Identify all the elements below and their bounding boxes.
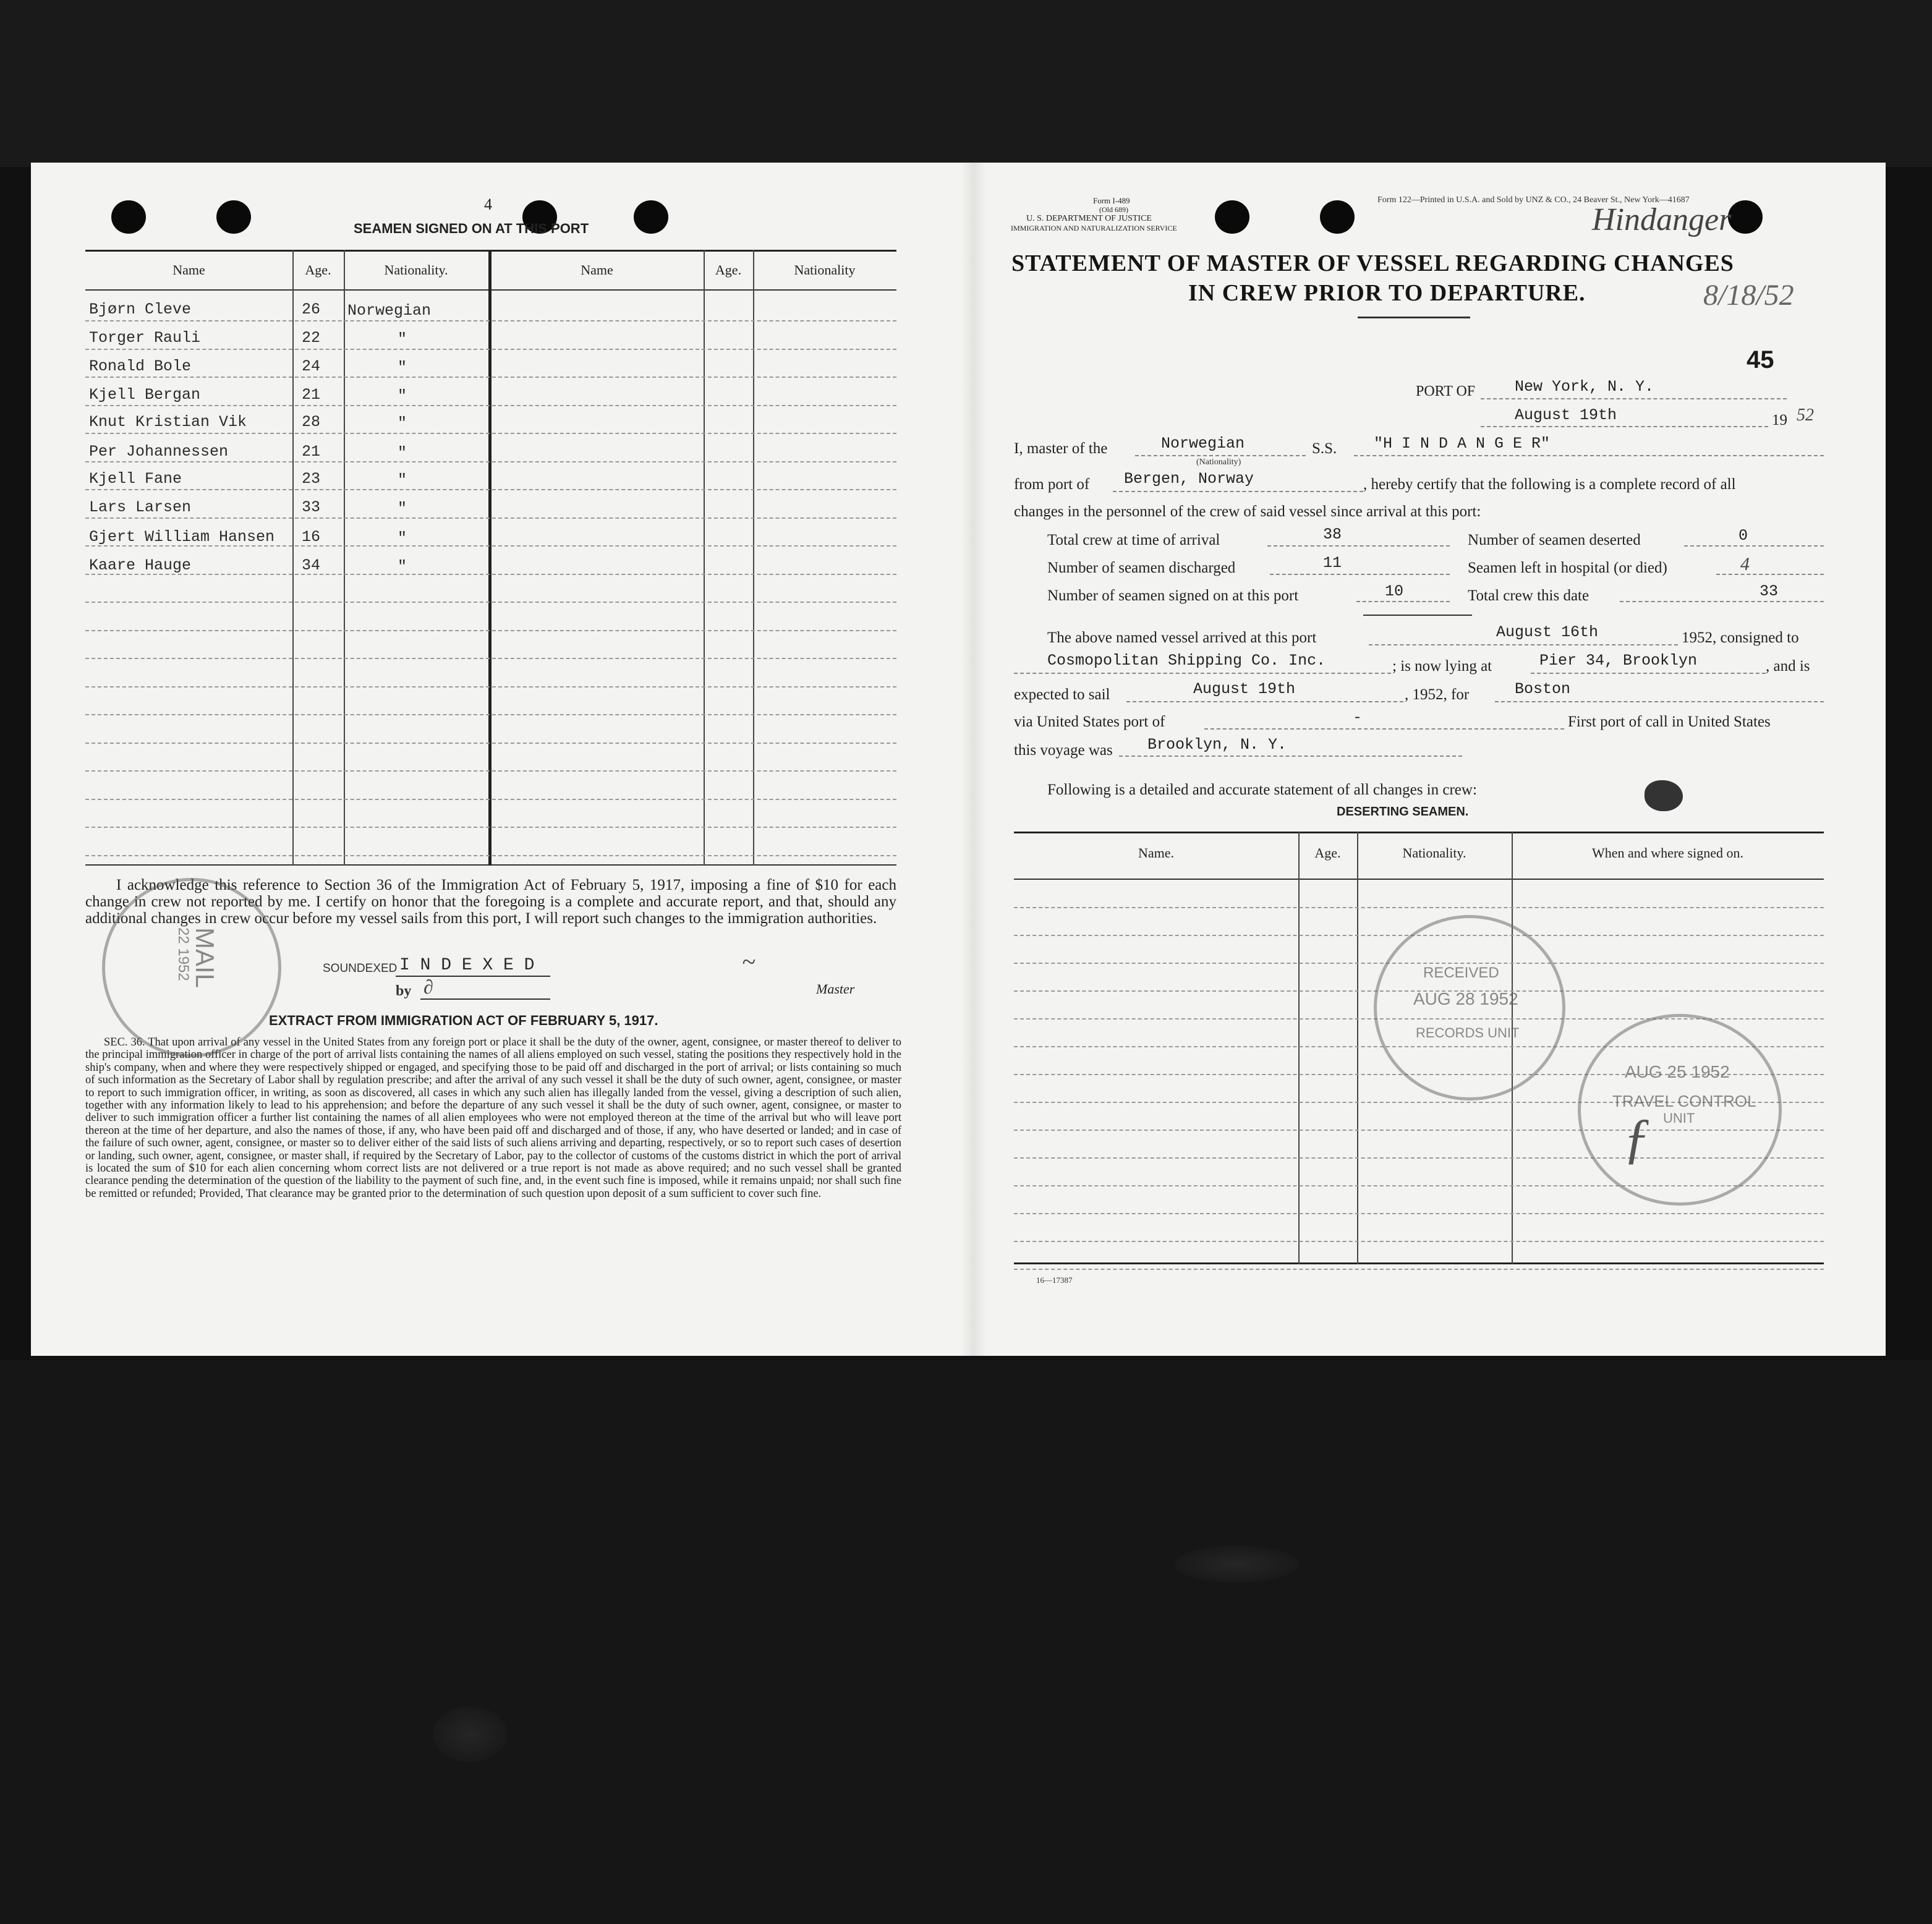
seaman-nationality: " — [398, 558, 407, 576]
column-header: Name — [581, 262, 613, 278]
row-rule — [85, 461, 896, 462]
seaman-name: Kjell Fane — [89, 470, 182, 488]
sheet-number: 45 — [1747, 346, 1774, 373]
seaman-age: 26 — [302, 300, 321, 318]
seamen-signed-table — [85, 250, 896, 866]
travel-control-initials: ƒ — [1623, 1108, 1651, 1169]
indexed-rule — [396, 976, 550, 977]
column-header: Name. — [1138, 845, 1175, 861]
consignee-line — [1014, 673, 1391, 674]
totals-rule — [1363, 615, 1472, 616]
year-prefix: 19 — [1412, 686, 1428, 703]
hospital-value: 4 — [1740, 554, 1750, 574]
discharged-line — [1270, 574, 1450, 575]
seaman-name: Kjell Bergan — [89, 386, 201, 404]
row-rule — [85, 405, 896, 406]
column-header: When and where signed on. — [1592, 845, 1743, 861]
seaman-name: Bjørn Cleve — [89, 300, 192, 318]
scan-scuff — [433, 1706, 507, 1762]
travel-control-text: TRAVEL CONTROL — [1612, 1092, 1756, 1110]
ink-blot — [1645, 780, 1683, 811]
vessel-name: "H I N D A N G E R" — [1374, 435, 1551, 453]
row-rule — [1014, 907, 1824, 908]
via-label: via United States port of — [1014, 713, 1165, 730]
handwritten-date: 8/18/52 — [1703, 279, 1794, 312]
punch-hole — [1215, 200, 1249, 234]
form-old-number: (Old 689) — [1099, 205, 1128, 214]
port-line — [1481, 398, 1787, 399]
consignee-value: Cosmopolitan Shipping Co. Inc. — [1047, 652, 1326, 670]
column-rule — [292, 250, 294, 866]
row-rule — [85, 517, 896, 519]
port-label: PORT OF — [1416, 383, 1476, 399]
seaman-nationality: Norwegian — [347, 302, 432, 320]
column-rule — [488, 250, 492, 866]
signed-on-line — [1356, 601, 1450, 602]
following-text: Following is a detailed and accurate statement of all changes in crew: — [1047, 781, 1477, 798]
column-header: Nationality. — [384, 262, 448, 278]
scan-bottom-border — [0, 1360, 1932, 1924]
form-title-line1: STATEMENT OF MASTER OF VESSEL REGARDING CHANGES — [1011, 250, 1734, 276]
by-rule — [420, 998, 550, 1000]
seaman-name: Knut Kristian Vik — [89, 413, 247, 431]
lying-line — [1531, 673, 1766, 674]
hospital-label: Seamen left in hospital (or died) — [1468, 560, 1667, 576]
seaman-age: 34 — [302, 556, 321, 574]
row-rule — [85, 574, 896, 575]
seaman-age: 33 — [302, 498, 321, 516]
by-label: by — [396, 983, 412, 999]
voyage-value: Brooklyn, N. Y. — [1147, 736, 1287, 754]
nationality-line — [1135, 455, 1306, 456]
column-header: Nationality — [794, 262, 856, 278]
received-stamp-text: RECEIVED — [1423, 964, 1499, 981]
punch-hole — [1728, 200, 1763, 234]
row-rule — [85, 377, 896, 378]
scan-top-border — [0, 0, 1932, 167]
arrived-year — [1682, 629, 1799, 647]
department-name: U. S. DEPARTMENT OF JUSTICE — [1026, 214, 1152, 223]
vessel-line — [1354, 455, 1824, 456]
seaman-nationality: " — [398, 330, 407, 348]
seaman-nationality: " — [398, 359, 407, 377]
discharged-value: 11 — [1323, 554, 1342, 572]
seaman-age: 23 — [302, 470, 321, 488]
and-is-label: , and is — [1766, 658, 1810, 675]
year-value: 52 — [1428, 686, 1444, 703]
seaman-name: Lars Larsen — [89, 498, 192, 516]
discharged-label: Number of seamen discharged — [1047, 560, 1236, 576]
deserting-title: DESERTING SEAMEN. — [1337, 805, 1469, 819]
indexer-initials: ∂ — [423, 976, 433, 998]
column-rule — [1357, 832, 1358, 1264]
row-rule — [85, 799, 896, 800]
seaman-age: 21 — [302, 443, 321, 461]
seaman-age: 24 — [302, 357, 321, 375]
soundexed-stamp: SOUNDEXED — [323, 962, 398, 975]
changes-text: changes in the personnel of the crew of said vessel since arrival at this port: — [1014, 503, 1481, 520]
arrived-value: August 16th — [1496, 623, 1599, 641]
printer-line: Form 122—Printed in U.S.A. and Sold by UNZ & CO., 24 Beaver St., New York—41687 — [1377, 195, 1690, 205]
form-number: Form I-489 — [1093, 196, 1130, 205]
row-rule — [85, 686, 896, 687]
seaman-age: 21 — [302, 386, 321, 404]
master-signature: ~ — [742, 948, 755, 976]
row-rule — [85, 658, 896, 659]
from-port-value: Bergen, Norway — [1124, 470, 1254, 488]
mail-stamp-date: 22 1952 — [175, 927, 192, 981]
seaman-nationality: " — [398, 414, 407, 432]
ss-label: S.S. — [1312, 440, 1337, 457]
consigned-label: , consigned to — [1713, 629, 1799, 646]
travel-unit-text: UNIT — [1663, 1110, 1695, 1126]
page-number: 4 — [484, 195, 492, 213]
extract-title: EXTRACT FROM IMMIGRATION ACT OF FEBRUARY 5, 1917. — [269, 1013, 658, 1028]
column-rule — [1298, 832, 1300, 1264]
travel-stamp-date: AUG 25 1952 — [1625, 1062, 1730, 1081]
seaman-age: 16 — [302, 528, 321, 546]
deserted-value: 0 — [1738, 527, 1748, 545]
title-rule — [1358, 317, 1470, 318]
arrived-line — [1369, 644, 1678, 645]
expected-line — [1126, 701, 1403, 702]
master-label: Master — [816, 981, 855, 997]
row-rule — [1014, 1213, 1824, 1214]
row-rule — [85, 489, 896, 490]
column-rule — [344, 250, 345, 866]
seaman-nationality: " — [398, 444, 407, 462]
deserted-label: Number of seamen deserted — [1468, 532, 1641, 548]
scan-scuff — [1175, 1546, 1298, 1583]
voyage-label: this voyage was — [1014, 742, 1113, 759]
punch-hole — [1320, 200, 1355, 234]
records-unit-text: RECORDS UNIT — [1416, 1025, 1520, 1041]
expected-year: , 1952, for — [1405, 686, 1470, 703]
row-rule — [85, 320, 896, 321]
column-header: Age. — [1314, 845, 1341, 861]
lying-label: ; is now lying at — [1392, 658, 1492, 675]
column-header: Age. — [715, 262, 742, 278]
column-header: Name — [172, 262, 205, 278]
row-rule — [85, 433, 896, 434]
year-prefix: 19 — [1682, 629, 1697, 646]
expected-label: expected to sail — [1014, 686, 1110, 703]
hospital-line — [1716, 574, 1824, 575]
service-name: IMMIGRATION AND NATURALIZATION SERVICE — [1011, 224, 1177, 232]
for-label: , for — [1443, 686, 1470, 703]
punch-hole — [634, 200, 668, 234]
year-prefix: 19 — [1772, 412, 1787, 428]
year-value: 52 — [1697, 629, 1713, 646]
seaman-nationality: " — [398, 500, 407, 517]
first-port-label: First port of call in United States — [1568, 713, 1771, 730]
row-rule — [85, 349, 896, 350]
arrived-label: The above named vessel arrived at this port — [1047, 629, 1317, 646]
lying-value: Pier 34, Brooklyn — [1539, 652, 1698, 670]
nationality-caption: (Nationality) — [1196, 458, 1241, 467]
seaman-name: Torger Rauli — [89, 329, 201, 347]
punch-hole — [216, 200, 251, 234]
seaman-name: Per Johannessen — [89, 443, 229, 461]
destination-value: Boston — [1515, 680, 1571, 698]
footer-code: 16—17387 — [1036, 1275, 1073, 1285]
section-36-text: SEC. 36. That upon arrival of any vessel in the United States from any foreign port or place it shall be the duty of the owner, agent, consignee, or master thereof to deliver to the principal immigration officer in charge of the port of arrival lists containing the names of all aliens employed on such vessel, stating the positions they respectively hold in the ship's company, when and where they were respectively shipped or engaged, and specifying those to be paid off and discharged in the port of arrival; or lists containing so much of such information as the Secretary of Labor shall by regulation prescribe; and after the arrival of any such vessel it shall be the duty of such owner, agent, consignee, or master to report to such immigration officer, in writing, as soon as discovered, all cases in which any such alien has illegally landed from the vessel, giving a description of such alien, together with any information likely to lead to his apprehension; and before the departure of any such vessel it shall be the duty of such owner, agent, consignee, or master to deliver to such immigration officer a further list containing the names of all alien employees who were not employed thereon at the time of the arrival but who will leave port thereon at the time of her departure, and also the names of those, if any, who have been paid off and discharged and of those, if any, who have deserted or landed; and in case of the failure of such owner, agent, consignee, or master so to deliver either of the said lists of such aliens arriving and departing, respectively, or so to report such cases of desertion or landing, such owner, agent, consignee, or master shall, if required by the Secretary of Labor, pay to the collector of customs of the customs district in which the port of arrival is located the sum of $10 for each alien concerning whom correct lists are not delivered or a true report is not made as above required; and no such vessel shall be granted clearance pending the determination of the question of the liability to the payment of such fine, and, in the event such fine is imposed, while it remains unpaid; nor shall such fine be remitted or refunded; Provided, That clearance may be granted prior to the determination of such question upon deposit of a sum sufficient to cover such fine. — [85, 1036, 901, 1200]
column-header: Nationality. — [1402, 845, 1466, 861]
destination-line — [1495, 701, 1824, 702]
row-rule — [1014, 1269, 1824, 1270]
from-port-label: from port of — [1014, 476, 1090, 493]
date-value: August 19th — [1515, 406, 1617, 424]
year-value: 52 — [1797, 406, 1814, 425]
seaman-name: Kaare Hauge — [89, 556, 192, 574]
row-rule — [85, 827, 896, 828]
indexed-stamp: I N D E X E D — [399, 956, 535, 975]
total-crew-arrival-line — [1267, 545, 1450, 547]
seaman-nationality: " — [398, 471, 407, 489]
row-rule — [85, 630, 896, 631]
total-crew-date: 33 — [1760, 582, 1779, 600]
date-line — [1481, 426, 1768, 427]
deserted-line — [1684, 545, 1824, 547]
table-border — [1014, 1262, 1824, 1264]
seaman-nationality: " — [398, 529, 407, 547]
seaman-name: Gjert William Hansen — [89, 528, 275, 546]
seaman-age: 28 — [302, 413, 321, 431]
column-rule — [704, 250, 705, 866]
section-title: SEAMEN SIGNED ON AT THIS PORT — [354, 221, 589, 236]
nationality-value: Norwegian — [1161, 435, 1245, 453]
table-header-rule — [1014, 879, 1824, 880]
seaman-age: 22 — [302, 329, 321, 347]
seaman-name: Ronald Bole — [89, 357, 192, 375]
master-of-label: I, master of the — [1014, 440, 1108, 457]
expected-value: August 19th — [1193, 680, 1296, 698]
acknowledgement-text: I acknowledge this reference to Section 36 of the Immigration Act of February 5, 1917, imposing a fine of $10 for each change in crew not reported by me. I certify on honor that the foregoing is a complete and accurate report, and that, should any additional changes in crew occur before my vessel sails from this port, I will report such changes to the immigration authorities. — [85, 877, 896, 927]
total-crew-date-line — [1620, 601, 1824, 602]
total-crew-arrival: 38 — [1323, 526, 1342, 543]
from-port-line — [1113, 491, 1363, 492]
signed-on-label: Number of seamen signed on at this port — [1047, 587, 1299, 604]
row-rule — [85, 770, 896, 772]
received-stamp-date: AUG 28 1952 — [1413, 989, 1518, 1008]
row-rule — [85, 714, 896, 715]
row-rule — [85, 602, 896, 603]
table-border — [1014, 832, 1824, 833]
row-rule — [85, 743, 896, 744]
seaman-nationality: " — [398, 387, 407, 405]
via-line — [1204, 728, 1564, 730]
form-title-line2: IN CREW PRIOR TO DEPARTURE. — [1188, 280, 1586, 306]
voyage-line — [1119, 756, 1462, 757]
total-crew-date-label: Total crew this date — [1468, 587, 1589, 604]
certify-text: , hereby certify that the following is a complete record of all — [1363, 476, 1736, 493]
row-rule — [85, 855, 896, 856]
column-header: Age. — [305, 262, 331, 278]
punch-hole — [111, 200, 146, 234]
mail-stamp-text: MAIL — [190, 927, 219, 989]
row-rule — [1014, 1241, 1824, 1242]
page-fold — [961, 163, 986, 1356]
total-crew-arrival-label: Total crew at time of arrival — [1047, 532, 1220, 548]
signed-on-value: 10 — [1385, 582, 1404, 600]
port-value: New York, N. Y. — [1515, 378, 1654, 396]
handwritten-vessel-name: Hindanger — [1592, 202, 1732, 237]
via-value: - — [1353, 709, 1363, 726]
column-rule — [753, 250, 754, 866]
